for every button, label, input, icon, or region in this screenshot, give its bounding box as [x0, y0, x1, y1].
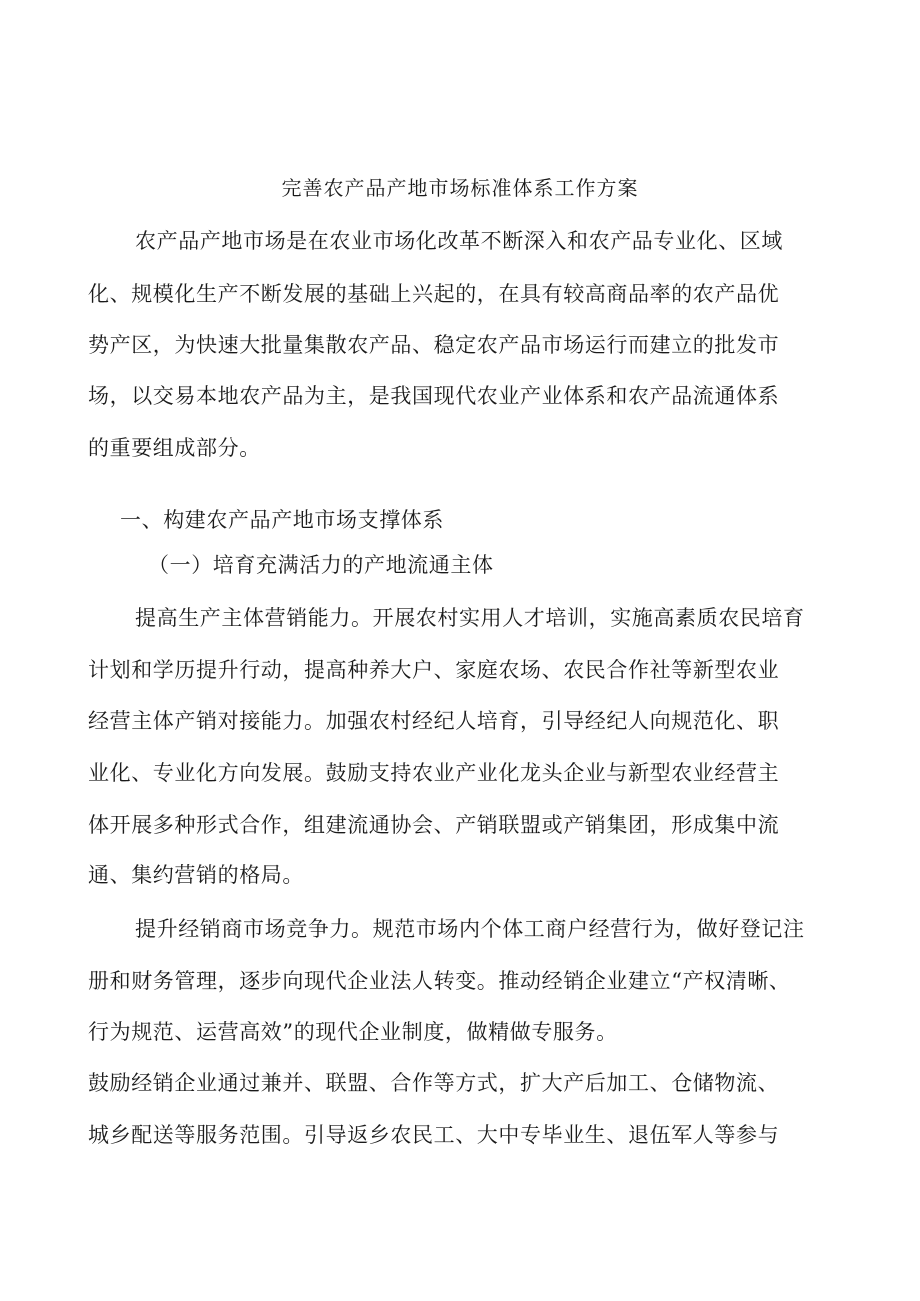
paragraph-line: 提升经销商市场竞争力。规范市场内个体工商户经营行为，做好登记注 [135, 917, 805, 941]
intro-line: 化、规模化生产不断发展的基础上兴起的，在具有较高商品率的农产品优 [88, 282, 780, 306]
paragraph-line: 提高生产主体营销能力。开展农村实用人才培训，实施高素质农民培育 [135, 606, 805, 630]
document-title: 完善农产品产地市场标准体系工作方案 [281, 176, 639, 200]
intro-line: 农产品产地市场是在农业市场化改革不断深入和农产品专业化、区域 [135, 229, 783, 253]
paragraph-line: 体开展多种形式合作，组建流通协会、产销联盟或产销集团，形成集中流 [88, 813, 780, 837]
section-heading: 一、构建农产品产地市场支撑体系 [120, 508, 444, 532]
paragraph-line: 鼓励经销企业通过兼并、联盟、合作等方式，扩大产后加工、仓储物流、 [88, 1071, 780, 1095]
subsection-heading: （一）培育充满活力的产地流通主体 [148, 553, 494, 577]
intro-line: 的重要组成部分。 [88, 436, 261, 460]
paragraph-line: 业化、专业化方向发展。鼓励支持农业产业化龙头企业与新型农业经营主 [88, 761, 780, 785]
paragraph-line: 城乡配送等服务范围。引导返乡农民工、大中专毕业生、退伍军人等参与 [88, 1123, 780, 1147]
paragraph-line: 通、集约营销的格局。 [88, 863, 304, 887]
paragraph-line: 经营主体产销对接能力。加强农村经纪人培育，引导经纪人向规范化、职 [88, 709, 780, 733]
paragraph-line: 计划和学历提升行动，提高种养大户、家庭农场、农民合作社等新型农业 [88, 658, 780, 682]
paragraph-line: 行为规范、运营高效”的现代企业制度，做精做专服务。 [88, 1020, 618, 1044]
intro-line: 场，以交易本地农产品为主，是我国现代农业产业体系和农产品流通体系 [88, 384, 780, 408]
paragraph-line: 册和财务管理，逐步向现代企业法人转变。推动经销企业建立“产权清晰、 [88, 969, 791, 993]
intro-line: 势产区，为快速大批量集散农产品、稳定农产品市场运行而建立的批发市 [88, 333, 780, 357]
